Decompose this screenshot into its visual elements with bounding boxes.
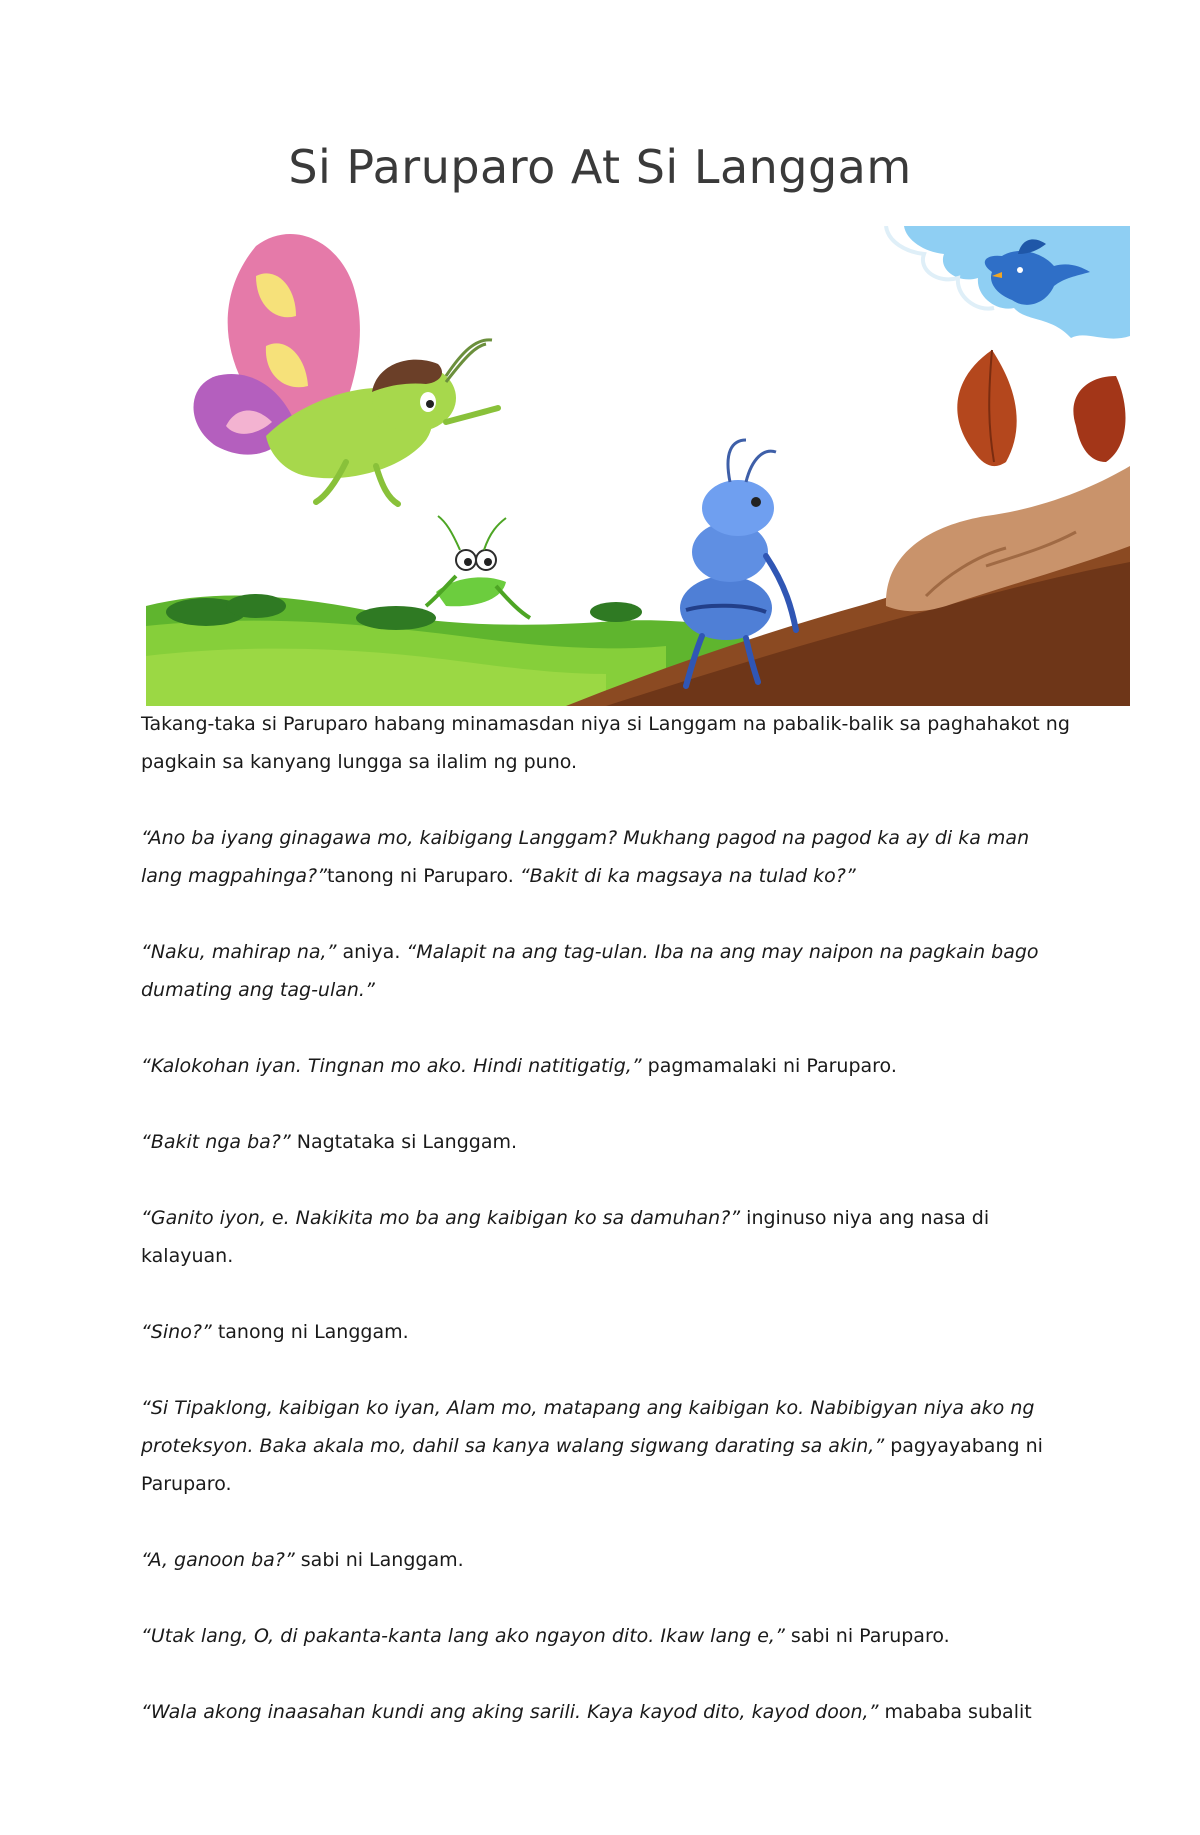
dialogue: “Naku, mahirap na,” xyxy=(141,941,337,963)
story-text xyxy=(141,705,1071,1769)
narration: sabi ni Langgam. xyxy=(294,1549,464,1571)
narration: Takang-taka si Paruparo habang minamasdan niya si Langgam na pabalik-balik sa paghahakot ng pagkain sa kanyang lungga sa ilalim ng puno. xyxy=(141,713,1070,773)
narration: mababa subalit xyxy=(878,1701,1032,1723)
story-paragraph-5 xyxy=(141,1123,1071,1161)
story-paragraph-10 xyxy=(141,1617,1071,1655)
narration: Nagtataka si Langgam. xyxy=(290,1131,518,1153)
grasshopper-icon xyxy=(426,516,530,618)
dialogue: “A, ganoon ba?” xyxy=(141,1549,295,1571)
dialogue: “Bakit di ka magsaya na tulad ko?” xyxy=(519,865,856,887)
dialogue: “Si Tipaklong, kaibigan ko iyan, Alam mo, matapang ang kaibigan ko. Nabibigyan niya ako ng proteksyon. Baka akala mo, dahil sa kanya walang sigwang darating sa akin,” xyxy=(141,1397,1035,1457)
dialogue: “Wala akong inaasahan kundi ang aking sarili. Kaya kayod dito, kayod doon,” xyxy=(141,1701,879,1723)
dialogue: “Sino?” xyxy=(141,1321,212,1343)
story-paragraph-7 xyxy=(141,1313,1071,1351)
story-paragraph-2 xyxy=(141,819,1071,895)
dialogue: “Malapit na ang tag-ulan. Iba na ang may naipon na pagkain bago dumating ang tag-ulan.” xyxy=(141,941,1039,1001)
narration: tanong ni Langgam. xyxy=(211,1321,409,1343)
story-paragraph-9 xyxy=(141,1541,1071,1579)
story-paragraph-6 xyxy=(141,1199,1071,1275)
story-paragraph-3 xyxy=(141,933,1071,1009)
narration: inginuso niya ang nasa di kalayuan. xyxy=(141,1207,990,1267)
dialogue: “Utak lang, O, di pakanta-kanta lang ako ngayon dito. Ikaw lang e,” xyxy=(141,1625,785,1647)
narration: tanong ni Paruparo. xyxy=(326,865,520,887)
narration: aniya. xyxy=(336,941,407,963)
story-paragraph-4 xyxy=(141,1047,1071,1085)
dialogue: “Ano ba iyang ginagawa mo, kaibigang Langgam? Mukhang pagod na pagod ka ay di ka man lang magpahinga?” xyxy=(141,827,1030,887)
dialogue: “Ganito iyon, e. Nakikita mo ba ang kaibigan ko sa damuhan?” xyxy=(141,1207,741,1229)
story-illustration xyxy=(146,226,1130,706)
story-paragraph-8 xyxy=(141,1389,1071,1503)
story-title: Si Paruparo At Si Langgam xyxy=(288,140,912,194)
story-paragraph-1 xyxy=(141,705,1071,781)
dialogue: “Kalokohan iyan. Tingnan mo ako. Hindi natitigatig,” xyxy=(141,1055,642,1077)
butterfly-icon xyxy=(194,234,499,504)
narration: sabi ni Paruparo. xyxy=(784,1625,950,1647)
leaf-icon xyxy=(957,350,1125,466)
dialogue: “Bakit nga ba?” xyxy=(141,1131,291,1153)
illustration-scene xyxy=(146,226,1130,706)
narration: pagyayabang ni Paruparo. xyxy=(141,1435,1043,1495)
narration: pagmamalaki ni Paruparo. xyxy=(641,1055,897,1077)
story-paragraph-11 xyxy=(141,1693,1071,1731)
